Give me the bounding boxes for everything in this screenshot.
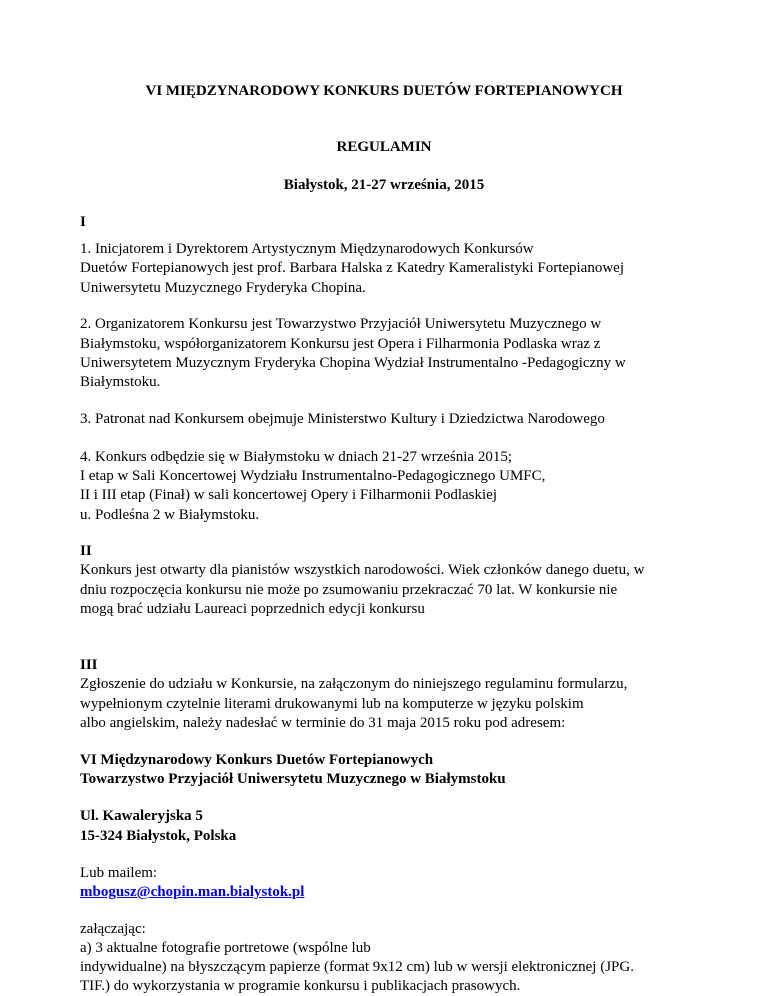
paragraph-line: II i III etap (Finał) w sali koncertowej Opery i Filharmonii Podlaskiej (80, 487, 497, 503)
address-name-line: Towarzystwo Przyjaciół Uniwersytetu Muzycznego w Białymstoku (80, 771, 506, 787)
paragraph-line: dniu rozpoczęcia konkursu nie może po zsumowaniu przekraczać 70 lat. W konkursie nie (80, 582, 618, 598)
paragraph-line: wypełnionym czytelnie literami drukowanymi lub na komputerze w języku polskim (80, 696, 584, 712)
paragraph-line: 4. Konkurs odbędzie się w Białymstoku w dniach 21-27 września 2015; (80, 449, 513, 465)
address-city-line: 15-324 Białystok, Polska (80, 828, 237, 844)
paragraph-line: Zgłoszenie do udziału w Konkursie, na załączonym do niniejszego regulaminu formularzu, (80, 676, 628, 692)
paragraph-line: I etap w Sali Koncertowej Wydziału Instrumentalno-Pedagogicznego UMFC, (80, 468, 546, 484)
paragraph-line: 3. Patronat nad Konkursem obejmuje Ministerstwo Kultury i Dziedzictwa Narodowego (80, 411, 605, 427)
paragraph-line: 2. Organizatorem Konkursu jest Towarzystwo Przyjaciół Uniwersytetu Muzycznego w (80, 316, 602, 332)
document-subtitle: REGULAMIN (336, 139, 432, 155)
address-name-line: VI Międzynarodowy Konkurs Duetów Fortepianowych (80, 752, 434, 768)
paragraph-line: Konkurs jest otwarty dla pianistów wszystkich narodowości. Wiek członków danego duetu, w (80, 562, 645, 578)
section-3-heading: III (80, 657, 98, 673)
paragraph-line: a) 3 aktualne fotografie portretowe (wspólne lub (80, 940, 371, 956)
paragraph-line: 1. Inicjatorem i Dyrektorem Artystycznym Międzynarodowych Konkursów (80, 241, 534, 257)
paragraph-line: albo angielskim, należy nadesłać w terminie do 31 maja 2015 roku pod adresem: (80, 715, 566, 731)
section-1-heading: I (80, 214, 86, 230)
attach-label: załączając: (80, 921, 146, 937)
section-2-heading: II (80, 543, 92, 559)
document-title: VI MIĘDZYNARODOWY KONKURS DUETÓW FORTEPIANOWYCH (145, 83, 623, 99)
paragraph-line: Duetów Fortepianowych jest prof. Barbara Halska z Katedry Kameralistyki Fortepianowej (80, 260, 624, 276)
address-street-line: Ul. Kawaleryjska 5 (80, 808, 203, 824)
paragraph-line: indywidualne) na błyszczącym papierze (format 9x12 cm) lub w wersji elektronicznej (JPG. (80, 959, 634, 975)
paragraph-line: TIF.) do wykorzystania w programie konkursu i publikacjach prasowych. (80, 978, 521, 994)
email-link[interactable]: mbogusz@chopin.man.bialystok.pl (80, 884, 305, 900)
email-label: Lub mailem: (80, 865, 158, 881)
paragraph-line: Białymstoku. (80, 374, 161, 390)
place-date: Białystok, 21-27 września, 2015 (283, 177, 485, 193)
paragraph-line: Białymstoku, współorganizatorem Konkursu jest Opera i Filharmonia Podlaska wraz z (80, 336, 601, 352)
paragraph-line: u. Podleśna 2 w Białymstoku. (80, 507, 260, 523)
paragraph-line: Uniwersytetu Muzycznego Fryderyka Chopina. (80, 280, 366, 296)
paragraph-line: Uniwersytetem Muzycznym Fryderyka Chopina Wydział Instrumentalno -Pedagogiczny w (80, 355, 626, 371)
paragraph-line: mogą brać udziału Laureaci poprzednich edycji konkursu (80, 601, 425, 617)
